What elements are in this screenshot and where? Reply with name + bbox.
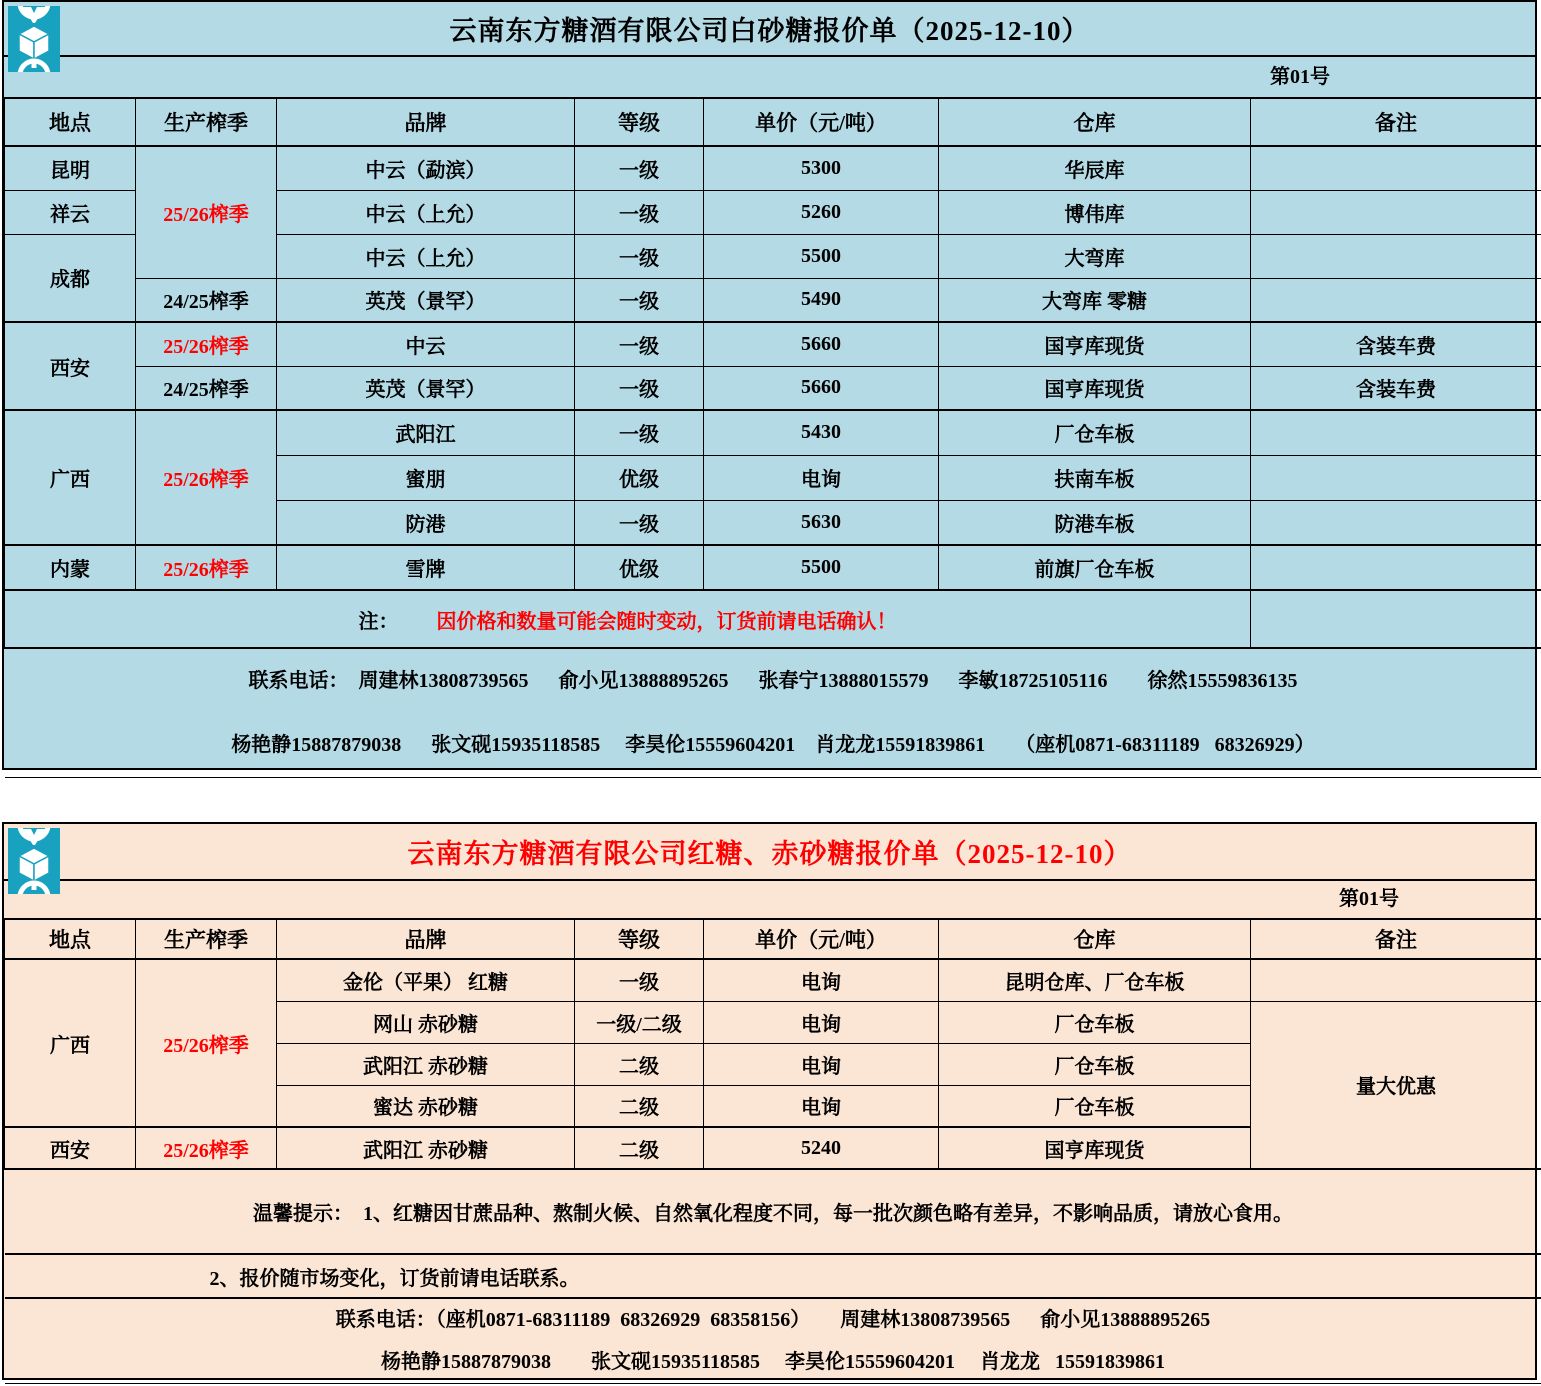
note-text: 因价格和数量可能会随时变动，订货前请电话确认！ — [436, 610, 897, 633]
tip-text-2: 2、报价随市场变化，订货前请电话联系。 — [209, 1267, 580, 1290]
cell-brand: 蜜达 赤砂糖 — [277, 1085, 575, 1127]
cell-brand: 雪牌 — [277, 545, 575, 590]
table-row — [5, 545, 1541, 590]
cell-brand: 中云（上允） — [277, 190, 575, 234]
cell-warehouse: 国亨库现货 — [939, 322, 1251, 366]
white-sugar-sheet — [2, 0, 1537, 770]
cell-warehouse: 扶南车板 — [939, 455, 1251, 500]
cell-location: 内蒙 — [5, 545, 136, 590]
cell-brand: 英茂（景罕） — [277, 366, 575, 410]
cell-brand: 中云（上允） — [277, 234, 575, 278]
cell-brand: 防港 — [277, 500, 575, 545]
table-row — [5, 410, 1541, 455]
cell-location: 广西 — [5, 959, 136, 1127]
cell-warehouse: 厂仓车板 — [939, 410, 1251, 455]
col-header-remark: 备注 — [1251, 919, 1541, 959]
cell-location: 成都 — [5, 234, 136, 322]
table-header-row — [5, 98, 1541, 146]
cell-price: 电询 — [704, 1001, 939, 1043]
white-sugar-table — [4, 97, 1541, 778]
cell-brand: 英茂（景罕） — [277, 278, 575, 322]
tip-text-1: 温馨提示： 1、红糖因甘蔗品种、熬制火候、自然氧化程度不同，每一批次颜色略有差异，不影响品质，请放心食用。 — [253, 1203, 1293, 1225]
sheet1-title-band — [4, 2, 1535, 57]
cell-remark — [1251, 959, 1541, 1001]
tip-cell-1 — [5, 1169, 1541, 1254]
col-header-grade: 等级 — [575, 98, 704, 146]
cell-warehouse: 厂仓车板 — [939, 1043, 1251, 1085]
cell-location: 西安 — [5, 322, 136, 410]
cell-remark: 含装车费 — [1251, 322, 1541, 366]
contacts-cell — [5, 1298, 1541, 1384]
col-header-brand: 品牌 — [277, 919, 575, 959]
cell-season: 25/26榨季 — [136, 322, 277, 366]
cell-price: 5300 — [704, 146, 939, 190]
col-header-price: 单价（元/吨） — [704, 919, 939, 959]
cell-grade: 优级 — [575, 545, 704, 590]
table-row — [5, 959, 1541, 1001]
cell-brand: 中云 — [277, 322, 575, 366]
sheet2-number-band — [4, 881, 1535, 918]
cell-remark — [1251, 455, 1541, 500]
cell-warehouse: 昆明仓库、厂仓车板 — [939, 959, 1251, 1001]
cell-grade: 一级 — [575, 500, 704, 545]
cell-remark — [1251, 234, 1541, 278]
cell-remark — [1251, 146, 1541, 190]
cell-warehouse: 大弯库 — [939, 234, 1251, 278]
sheet2-title: 云南东方糖酒有限公司红糖、赤砂糖报价单（2025-12-10） — [407, 839, 1132, 869]
table-row — [5, 278, 1541, 322]
col-header-season: 生产榨季 — [136, 98, 277, 146]
cell-grade: 一级 — [575, 410, 704, 455]
col-header-warehouse: 仓库 — [939, 98, 1251, 146]
cell-grade: 一级 — [575, 146, 704, 190]
note-row — [5, 590, 1541, 648]
cell-price: 电询 — [704, 1043, 939, 1085]
cell-brand: 金伦（平果） 红糖 — [277, 959, 575, 1001]
brown-sugar-table — [4, 918, 1541, 1384]
table-row — [5, 366, 1541, 410]
cell-warehouse: 博伟库 — [939, 190, 1251, 234]
cell-season: 25/26榨季 — [136, 410, 277, 545]
cell-location: 西安 — [5, 1127, 136, 1169]
cell-location: 祥云 — [5, 190, 136, 234]
cell-price: 5500 — [704, 545, 939, 590]
cell-remark: 含装车费 — [1251, 366, 1541, 410]
cell-price: 电询 — [704, 1085, 939, 1127]
cell-brand: 网山 赤砂糖 — [277, 1001, 575, 1043]
cell-brand: 武阳江 赤砂糖 — [277, 1127, 575, 1169]
cell-price: 电询 — [704, 455, 939, 500]
contact-line-1: 联系电话： 周建林13808739565 俞小见13888895265 张春宁13888015579 李敏18725105116 徐然15559836135 — [248, 670, 1298, 692]
cell-season: 25/26榨季 — [136, 146, 277, 278]
cell-brand: 中云（勐滨） — [277, 146, 575, 190]
contact-line-1: 联系电话：（座机0871-68311189 68326929 68358156） 周建林13808739565 俞小见13888895265 — [335, 1309, 1211, 1331]
cell-warehouse: 国亨库现货 — [939, 1127, 1251, 1169]
table-row — [5, 146, 1541, 190]
cell-remark — [1251, 545, 1541, 590]
cell-remark-merged: 量大优惠 — [1251, 1001, 1541, 1169]
col-header-season: 生产榨季 — [136, 919, 277, 959]
contact-line-2: 杨艳静15887879038 张文砚15935118585 李昊伦15559604201 肖龙龙15591839861 （座机0871-68311189 68326929） — [231, 734, 1315, 756]
cell-remark — [1251, 190, 1541, 234]
note-remark-cell — [1251, 590, 1541, 648]
cell-remark — [1251, 410, 1541, 455]
sheet2-title-band — [4, 824, 1535, 881]
contacts-cell — [5, 648, 1541, 778]
contacts-row — [5, 1298, 1541, 1384]
cell-grade: 一级/二级 — [575, 1001, 704, 1043]
sheet2-doc-number: 第01号 — [1339, 888, 1399, 910]
cell-grade: 一级 — [575, 322, 704, 366]
cell-brand: 蜜朋 — [277, 455, 575, 500]
cell-grade: 一级 — [575, 234, 704, 278]
cell-warehouse: 厂仓车板 — [939, 1001, 1251, 1043]
cell-grade: 优级 — [575, 455, 704, 500]
table-header-row — [5, 919, 1541, 959]
col-header-remark: 备注 — [1251, 98, 1541, 146]
cell-season: 24/25榨季 — [136, 366, 277, 410]
note-cell — [5, 590, 1251, 648]
cell-grade: 二级 — [575, 1043, 704, 1085]
cell-price: 5660 — [704, 322, 939, 366]
cell-price: 5260 — [704, 190, 939, 234]
cell-location: 昆明 — [5, 146, 136, 190]
contact-line-2: 杨艳静15887879038 张文砚15935118585 李昊伦15559604201 肖龙龙 15591839861 — [381, 1351, 1165, 1373]
cell-price: 5500 — [704, 234, 939, 278]
cell-season: 24/25榨季 — [136, 278, 277, 322]
cell-season: 25/26榨季 — [136, 959, 277, 1127]
cell-remark — [1251, 278, 1541, 322]
cell-season: 25/26榨季 — [136, 545, 277, 590]
cell-warehouse: 防港车板 — [939, 500, 1251, 545]
cell-warehouse: 前旗厂仓车板 — [939, 545, 1251, 590]
cell-brand: 武阳江 赤砂糖 — [277, 1043, 575, 1085]
cell-price: 5660 — [704, 366, 939, 410]
company-logo-icon — [8, 828, 60, 899]
note-label: 注： — [358, 610, 399, 633]
cell-price: 5630 — [704, 500, 939, 545]
cell-grade: 一级 — [575, 366, 704, 410]
cell-warehouse: 大弯库 零糖 — [939, 278, 1251, 322]
contacts-row — [5, 648, 1541, 778]
col-header-grade: 等级 — [575, 919, 704, 959]
cell-price: 5490 — [704, 278, 939, 322]
cell-grade: 一级 — [575, 278, 704, 322]
tip-row-1 — [5, 1169, 1541, 1254]
cell-location: 广西 — [5, 410, 136, 545]
cell-brand: 武阳江 — [277, 410, 575, 455]
cell-warehouse: 华辰库 — [939, 146, 1251, 190]
cell-warehouse: 厂仓车板 — [939, 1085, 1251, 1127]
tip-cell-2 — [5, 1254, 1541, 1298]
cell-grade: 一级 — [575, 190, 704, 234]
sheet1-number-band — [4, 57, 1535, 97]
col-header-price: 单价（元/吨） — [704, 98, 939, 146]
col-header-location: 地点 — [5, 98, 136, 146]
cell-price: 电询 — [704, 959, 939, 1001]
cell-grade: 二级 — [575, 1127, 704, 1169]
cell-price: 5430 — [704, 410, 939, 455]
col-header-warehouse: 仓库 — [939, 919, 1251, 959]
tip-row-2 — [5, 1254, 1541, 1298]
cell-grade: 一级 — [575, 959, 704, 1001]
cell-remark — [1251, 500, 1541, 545]
col-header-location: 地点 — [5, 919, 136, 959]
cell-season: 25/26榨季 — [136, 1127, 277, 1169]
cell-warehouse: 国亨库现货 — [939, 366, 1251, 410]
sheet1-doc-number: 第01号 — [1270, 66, 1330, 88]
col-header-brand: 品牌 — [277, 98, 575, 146]
sheet1-title: 云南东方糖酒有限公司白砂糖报价单（2025-12-10） — [449, 16, 1090, 46]
company-logo-icon — [8, 6, 60, 77]
cell-price: 5240 — [704, 1127, 939, 1169]
table-row — [5, 322, 1541, 366]
brown-sugar-sheet — [2, 822, 1537, 1380]
cell-grade: 二级 — [575, 1085, 704, 1127]
